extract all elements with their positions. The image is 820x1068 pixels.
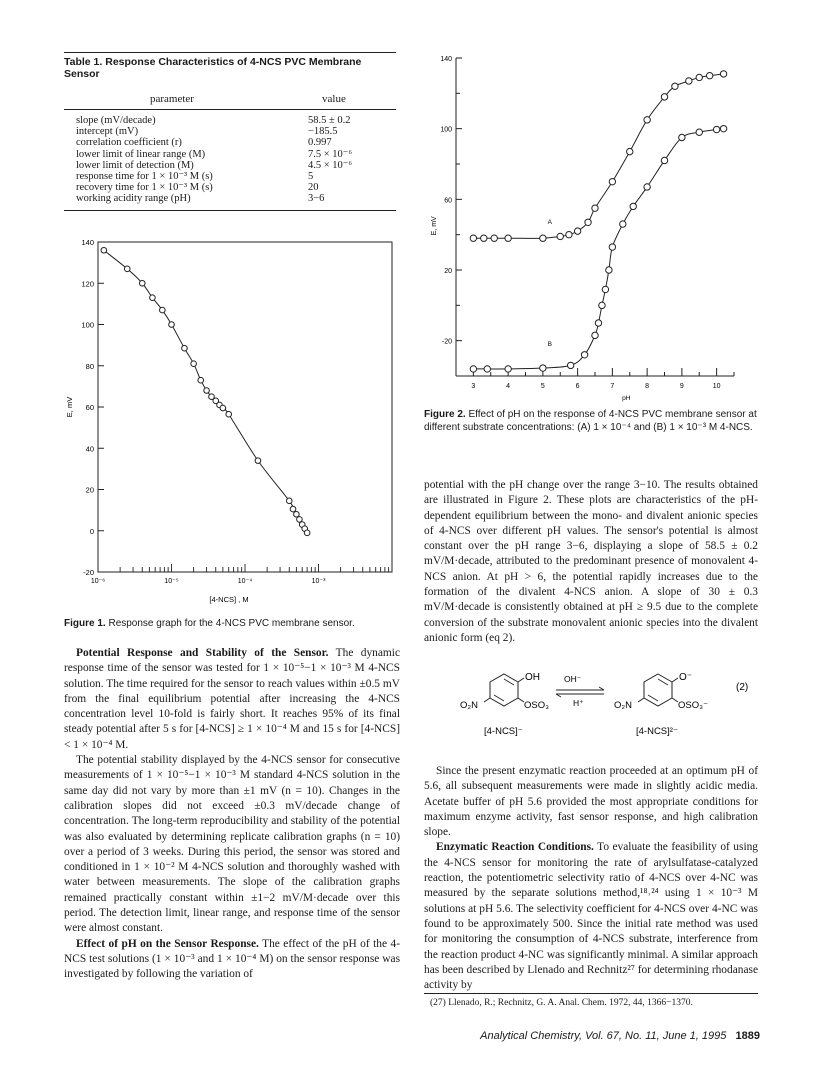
data-point xyxy=(574,228,580,234)
data-point xyxy=(191,361,197,367)
paragraph-optimum-ph: Since the present enzymatic reaction proceeded at an optimum pH of 5.6, all subsequent measurements were made in slightly acidic media. Acetate buffer of pH 5.6 provided the most appropriate conditions for maximum enzyme activity, fast sensor response, and high calibration slope. xyxy=(424,765,758,839)
figure1-caption xyxy=(64,617,400,630)
figure2-chart xyxy=(420,50,750,402)
x-tick-label: 8 xyxy=(645,383,650,390)
heading-ph-effect: Effect of pH on the Sensor Response. xyxy=(76,937,259,950)
right-column-text-bottom xyxy=(424,764,758,993)
data-point xyxy=(484,366,490,372)
data-point xyxy=(505,366,511,372)
heading-potential-response: Potential Response and Stability of the Sensor. xyxy=(76,647,329,659)
data-point xyxy=(720,71,726,77)
data-point xyxy=(686,78,692,84)
table-header-value: value xyxy=(322,93,346,105)
data-point xyxy=(557,233,563,239)
data-point xyxy=(101,247,107,253)
table-row xyxy=(76,137,386,148)
data-point xyxy=(567,362,573,368)
table-row xyxy=(76,115,386,126)
series-b-curve xyxy=(473,129,723,369)
eq-oh: OH xyxy=(525,672,540,683)
eq-oso3-left: OSO₃ xyxy=(524,700,549,711)
data-point xyxy=(627,148,633,154)
data-point xyxy=(169,322,175,328)
table-cell-parameter: intercept (mV) xyxy=(76,126,139,138)
table-cell-parameter: working acidity range (pH) xyxy=(76,193,191,205)
table-row xyxy=(76,193,386,204)
table-row xyxy=(76,126,386,137)
data-point xyxy=(599,302,605,308)
figure2-caption xyxy=(424,408,760,434)
footer-page-number: 1889 xyxy=(735,1030,760,1042)
data-point xyxy=(696,129,702,135)
paragraph-ph-effect-start: The effect of the pH of the 4-NCS test solutions (1 × 10⁻³ and 1 × 10⁻⁴ M) on the sensor response was investigated by following the variation of xyxy=(64,937,400,981)
table-top-rule xyxy=(64,52,396,53)
data-point xyxy=(720,125,726,131)
series-label: B xyxy=(547,340,552,348)
data-point xyxy=(592,205,598,211)
heading-enzymatic-conditions: Enzymatic Reaction Conditions. xyxy=(436,841,594,854)
table-header-parameter: parameter xyxy=(150,93,194,105)
table-cell-value: 5 xyxy=(308,170,314,182)
figure1-chart xyxy=(62,236,398,612)
y-tick-label: 20 xyxy=(85,485,94,495)
data-point xyxy=(160,307,166,313)
eq-label-left: [4-NCS]⁻ xyxy=(484,726,523,737)
table-row xyxy=(76,149,386,160)
table-cell-value: 7.5 × 10⁻⁶ xyxy=(308,148,352,160)
footnote-rule xyxy=(424,993,758,994)
table-bottom-rule xyxy=(64,210,396,211)
y-tick-label: 140 xyxy=(440,56,452,63)
table-cell-parameter: correlation coefficient (r) xyxy=(76,137,182,149)
paragraph-enzymatic-conditions: To evaluate the feasibility of using the 4-NCS sensor for monitoring the rate of arylsulfatase-catalyzed reaction, the potentiometric selectivity ratio of 4-NCS over 4-NC was measured by the separate solutions method,¹⁸˒²⁴ using 1 × 10⁻³ M solutions at pH 5.6. The selectivity coefficient for 4-NCS over 4-NC was found to be approximately 500. Since the initial rate method was used for monitoring the consumption of 4-NCS substrate, interference from the reaction product 4-NC was significantly minimal. A similar approach has been described by Llenado and Rechnitz²⁷ for determining rhodanase activity by xyxy=(424,841,758,992)
data-point xyxy=(661,157,667,163)
figure2-caption-label: Figure 2. xyxy=(424,409,466,420)
data-point xyxy=(679,134,685,140)
y-tick-label: 100 xyxy=(440,126,452,134)
data-point xyxy=(630,203,636,209)
data-point xyxy=(706,72,712,78)
y-tick-label: 60 xyxy=(444,197,452,205)
table-row xyxy=(76,171,386,182)
table-cell-parameter: lower limit of detection (M) xyxy=(76,159,194,171)
data-point xyxy=(540,365,546,371)
data-point xyxy=(585,219,591,225)
data-point xyxy=(592,332,598,338)
table-title: Table 1. Response Characteristics of 4-NCS PVC Membrane Sensor xyxy=(64,56,362,80)
data-point xyxy=(470,366,476,372)
table-row xyxy=(76,182,386,193)
data-point xyxy=(255,458,261,464)
table-cell-value: 0.997 xyxy=(308,137,332,149)
data-point xyxy=(139,280,145,286)
data-point xyxy=(609,244,615,250)
data-point xyxy=(470,235,476,241)
table-body xyxy=(76,115,386,205)
x-tick-label: 7 xyxy=(610,383,615,390)
y-tick-label: 0 xyxy=(89,526,94,536)
paragraph-response-time: The dynamic response time of the sensor was tested for 1 × 10⁻⁵−1 × 10⁻³ M 4-NCS solution. The time required for the sensor to reach values within ±0.5 mV from the final equilibrium potential after increasing the 4-NCS concentration level 10-fold is fairly short. It reaches 95% of its final steady potential after 5 s for [4-NCS] ≥ 1 × 10⁻⁴ M and 15 s for [4-NCS] < 1 × 10⁻⁴ M. xyxy=(64,647,400,751)
x-axis-label: pH xyxy=(622,395,631,402)
data-point xyxy=(602,286,608,292)
y-tick-label: -20 xyxy=(83,568,94,577)
table-cell-parameter: slope (mV/decade) xyxy=(76,115,156,126)
x-tick-label: 4 xyxy=(506,383,511,390)
eq-h-plus: H⁺ xyxy=(573,698,584,708)
data-point xyxy=(150,295,156,301)
data-point xyxy=(124,266,130,272)
eq-oso3-right: OSO₃⁻ xyxy=(678,700,708,711)
x-tick-label: 6 xyxy=(575,383,580,390)
paragraph-ph-results: potential with the pH change over the range 3−10. The results obtained are illustrated in Figure 2. These plots are characteristics of the pH-dependent equilibrium between the mono- and divalent anionic species of 4-NCS over different pH values. The sensor's potential is almost constant over the pH range 3−6, displaying a slope of 58.5 ± 0.2 mV/M·decade, attributed to the predominant presence of monovalent 4-NCS anion. At pH > 6, the potential rapidly increases due to the formation of the divalent 4-NCS anion. A slope of 30 ± 0.3 mV/M·decade is consistently obtained at pH ≥ 9.5 due to the complete conversion of the substrate monovalent anionic species into the divalent anionic form (eq 2). xyxy=(424,479,758,644)
data-point xyxy=(198,377,204,383)
table-row xyxy=(76,160,386,171)
y-tick-label: 120 xyxy=(81,279,94,289)
data-point xyxy=(644,117,650,123)
x-tick-label: 10⁻⁶ xyxy=(90,578,106,585)
data-point xyxy=(606,267,612,273)
y-tick-label: 100 xyxy=(81,320,94,330)
eq-o2n-left: O₂N xyxy=(460,700,478,711)
x-tick-label: 10 xyxy=(712,383,721,390)
eq-number: (2) xyxy=(736,682,749,693)
y-tick-label: 60 xyxy=(85,403,94,412)
y-tick-label: 140 xyxy=(81,238,94,247)
y-tick-label: -20 xyxy=(441,338,452,346)
table-cell-parameter: response time for 1 × 10⁻³ M (s) xyxy=(76,170,213,182)
data-point xyxy=(620,221,626,227)
x-tick-label: 10⁻³ xyxy=(311,578,326,585)
eq-label-right: [4-NCS]²⁻ xyxy=(636,726,678,737)
paragraph-stability: The potential stability displayed by the 4-NCS sensor for consecutive measurements of 1 × 10⁻⁵−1 × 10⁻³ M standard 4-NCS solution in the same day did not vary by more than ±1 mV (n = 10). Changes in the calibration slopes did not exceed ±0.3 mV/decade change of concentration. The long-term reproducibility and stability of the potential was also evaluated by determining replicate calibration graphs (n = 10) over a period of 3 weeks. During this period, the sensor was stored and conditioned in 1 × 10⁻² M 4-NCS solution and thoroughly washed with water between measurements. The slope of the calibration graphs remained practically constant within ±1−2 mV/M·decade over this period. The detection limit, linear range, and response time of the sensor were almost constant. xyxy=(64,754,400,935)
table-cell-value: 4.5 × 10⁻⁶ xyxy=(308,159,352,171)
figure1-caption-text: Response graph for the 4-NCS PVC membrane sensor. xyxy=(105,618,355,629)
data-point xyxy=(481,235,487,241)
table-cell-value: −185.5 xyxy=(308,126,338,138)
data-point xyxy=(644,184,650,190)
data-point xyxy=(505,235,511,241)
data-point xyxy=(661,94,667,100)
x-tick-label: 5 xyxy=(540,383,545,390)
series-a-curve xyxy=(473,74,723,238)
y-tick-label: 40 xyxy=(85,444,94,454)
data-point xyxy=(226,411,232,417)
data-point xyxy=(220,405,226,411)
table-cell-value: 58.5 ± 0.2 xyxy=(308,115,351,126)
equation-2 xyxy=(424,660,758,742)
table-cell-parameter: recovery time for 1 × 10⁻³ M (s) xyxy=(76,182,213,194)
data-point xyxy=(581,352,587,358)
table-cell-value: 3−6 xyxy=(308,193,325,205)
y-tick-label: 80 xyxy=(85,361,94,371)
table-header-rule xyxy=(64,109,396,110)
footnote-27: (27) Llenado, R.; Rechnitz, G. A. Anal. Chem. 1972, 44, 1366−1370. xyxy=(430,998,693,1008)
data-point xyxy=(672,83,678,89)
data-point xyxy=(696,74,702,80)
data-point xyxy=(294,511,300,517)
figure1-frame xyxy=(98,242,392,572)
data-point xyxy=(540,235,546,241)
x-tick-label: 10⁻⁵ xyxy=(164,578,179,585)
data-point xyxy=(566,231,572,237)
eq-o-minus: O⁻ xyxy=(679,672,693,683)
x-tick-label: 10⁻⁴ xyxy=(237,578,253,585)
eq-oh-minus: OH⁻ xyxy=(564,674,582,684)
series-label: A xyxy=(547,219,552,227)
x-axis-label: [4-NCS] , M xyxy=(209,595,249,604)
data-point xyxy=(182,345,188,351)
table-cell-value: 20 xyxy=(308,182,319,194)
data-point xyxy=(304,530,310,536)
y-axis-label: E, mV xyxy=(431,216,438,236)
page-footer xyxy=(440,1030,760,1042)
data-point xyxy=(286,498,292,504)
x-tick-label: 3 xyxy=(471,383,476,390)
x-tick-label: 9 xyxy=(679,383,684,390)
left-column-text xyxy=(64,646,400,983)
figure1-caption-label: Figure 1. xyxy=(64,618,106,629)
y-axis-label: E, mV xyxy=(65,396,74,418)
data-point xyxy=(290,506,296,512)
y-tick-label: 20 xyxy=(444,268,452,275)
figure2-caption-text: Effect of pH on the response of 4-NCS PVC membrane sensor at different substrate concentrations: (A) 1 × 10⁻⁴ and (B) 1 × 10⁻³ M 4-NCS. xyxy=(424,409,757,433)
data-point xyxy=(491,235,497,241)
data-point xyxy=(713,126,719,132)
data-point xyxy=(595,320,601,326)
eq-o2n-right: O₂N xyxy=(614,700,632,711)
table-cell-parameter: lower limit of linear range (M) xyxy=(76,148,206,160)
data-point xyxy=(609,178,615,184)
right-column-text-top xyxy=(424,478,758,646)
footer-journal: Analytical Chemistry, Vol. 67, No. 11, June 1, 1995 xyxy=(480,1030,727,1042)
data-point xyxy=(204,388,210,394)
